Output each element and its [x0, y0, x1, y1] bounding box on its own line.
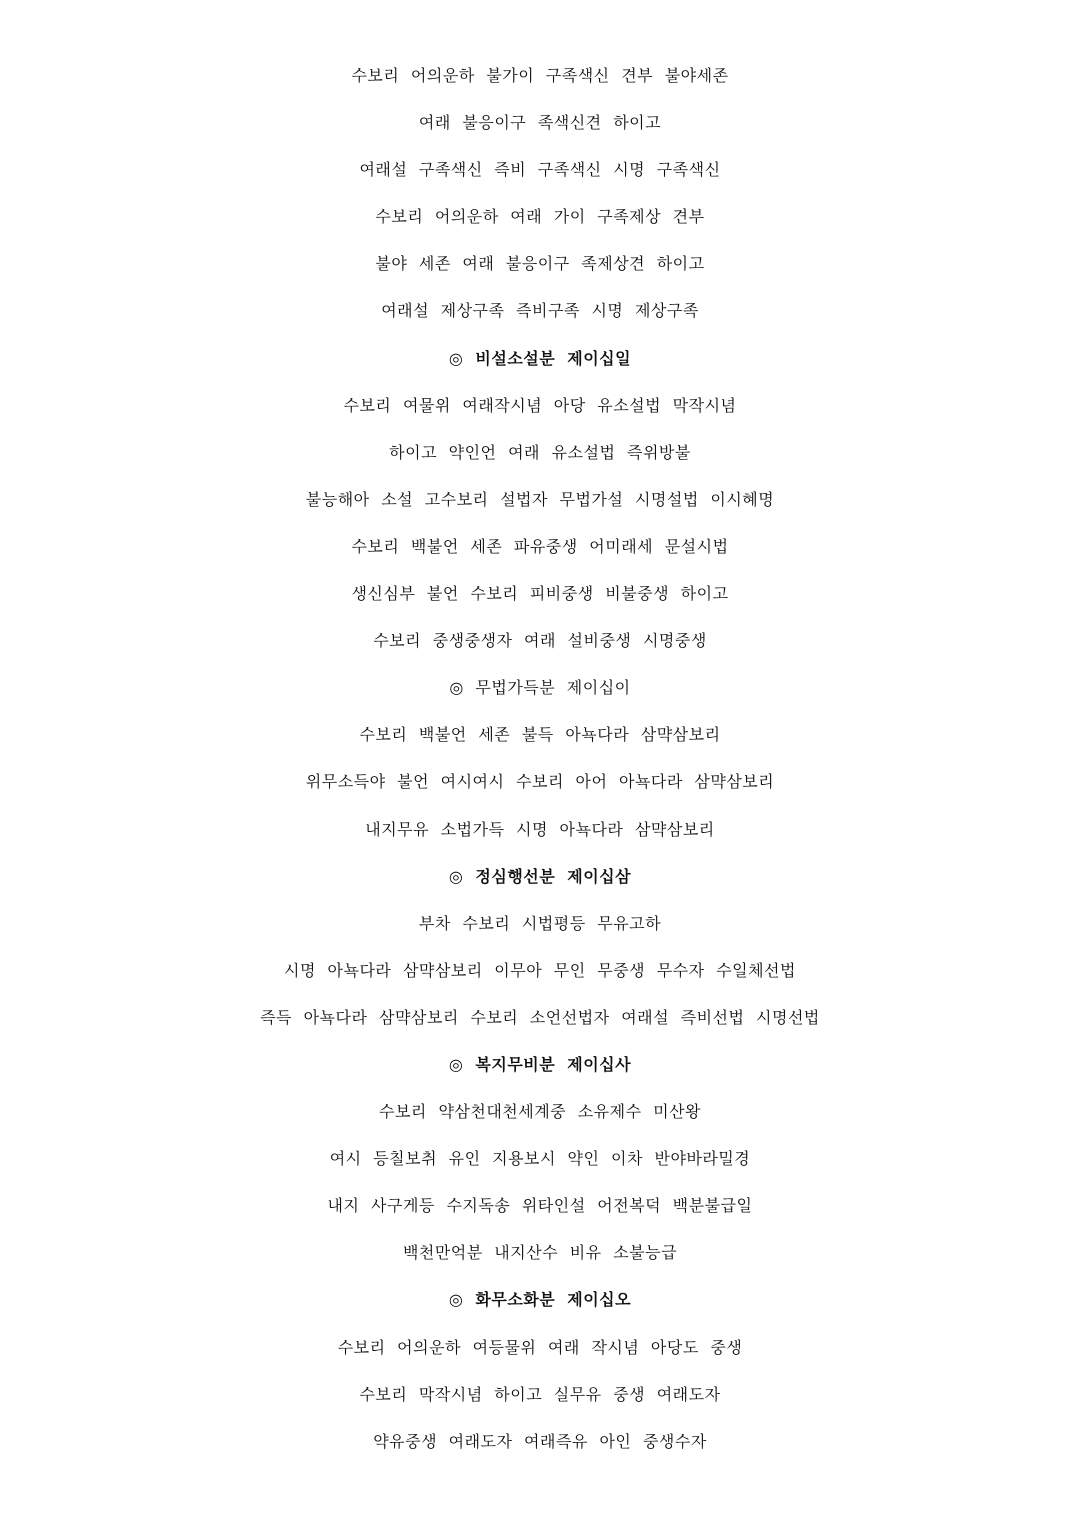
text-line: 수보리 어의운하 불가이 구족색신 견부 불야세존 [351, 66, 729, 85]
text-line: 불능해아 소설 고수보리 설법자 무법가설 시명설법 이시혜명 [305, 489, 775, 509]
sutra-page [0, 52, 1080, 1465]
text-line: 여래설 제상구족 즉비구족 시명 제상구족 [381, 301, 699, 321]
section-heading: ◎ 복지무비분 제이십사 [448, 1054, 632, 1074]
text-line: 수보리 여물위 여래작시념 아당 유소설법 막작시념 [343, 395, 737, 415]
text-line: 수보리 어의운하 여등물위 여래 작시념 아당도 중생 [337, 1337, 743, 1357]
text-line: 하이고 약인언 여래 유소설법 즉위방불 [389, 442, 691, 462]
text-line: 여래 불응이구 족색신견 하이고 [418, 113, 662, 133]
text-line: 수보리 막작시념 하이고 실무유 중생 여래도자 [359, 1384, 721, 1404]
section-heading: ◎ 화무소화분 제이십오 [448, 1290, 632, 1310]
text-line: 수보리 중생중생자 여래 설비중생 시명중생 [373, 631, 707, 651]
text-line: 위무소득야 불언 여시여시 수보리 아어 아뇩다라 삼먁삼보리 [305, 772, 775, 792]
text-line: 내지 사구게등 수지독송 위타인설 어전복덕 백분불급일 [327, 1196, 753, 1216]
text-line: 생신심부 불언 수보리 피비중생 비불중생 하이고 [351, 584, 729, 604]
text-line: 수보리 백불언 세존 파유중생 어미래세 문설시법 [351, 536, 729, 556]
text-line: 불야 세존 여래 불응이구 족제상견 하이고 [375, 254, 705, 274]
text-line: 즉득 아뇩다라 삼먁삼보리 수보리 소언선법자 여래설 즉비선법 시명선법 [260, 1007, 820, 1027]
text-line: 수보리 약삼천대천세계중 소유제수 미산왕 [379, 1102, 701, 1122]
text-line: 약유중생 여래도자 여래즉유 아인 중생수자 [373, 1431, 707, 1451]
text-line: 시명 아뇩다라 삼먁삼보리 이무아 무인 무중생 무수자 수일체선법 [284, 960, 796, 980]
text-line: 부차 수보리 시법평등 무유고하 [418, 913, 662, 933]
section-heading: ◎ 정심행선분 제이십삼 [448, 866, 632, 886]
text-line: 여래설 구족색신 즉비 구족색신 시명 구족색신 [359, 160, 721, 180]
text-line: 여시 등칠보취 유인 지용보시 약인 이차 반야바라밀경 [329, 1149, 751, 1169]
text-line: 수보리 어의운하 여래 가이 구족제상 견부 [375, 207, 705, 227]
text-line: 수보리 백불언 세존 불득 아뇩다라 삼먁삼보리 [359, 725, 721, 745]
text-line: ◎ 무법가득분 제이십이 [449, 678, 631, 698]
text-line: 내지무유 소법가득 시명 아뇩다라 삼먁삼보리 [365, 819, 715, 839]
text-line: 백천만억분 내지산수 비유 소불능급 [402, 1243, 678, 1263]
section-heading: ◎ 비설소설분 제이십일 [448, 348, 632, 368]
